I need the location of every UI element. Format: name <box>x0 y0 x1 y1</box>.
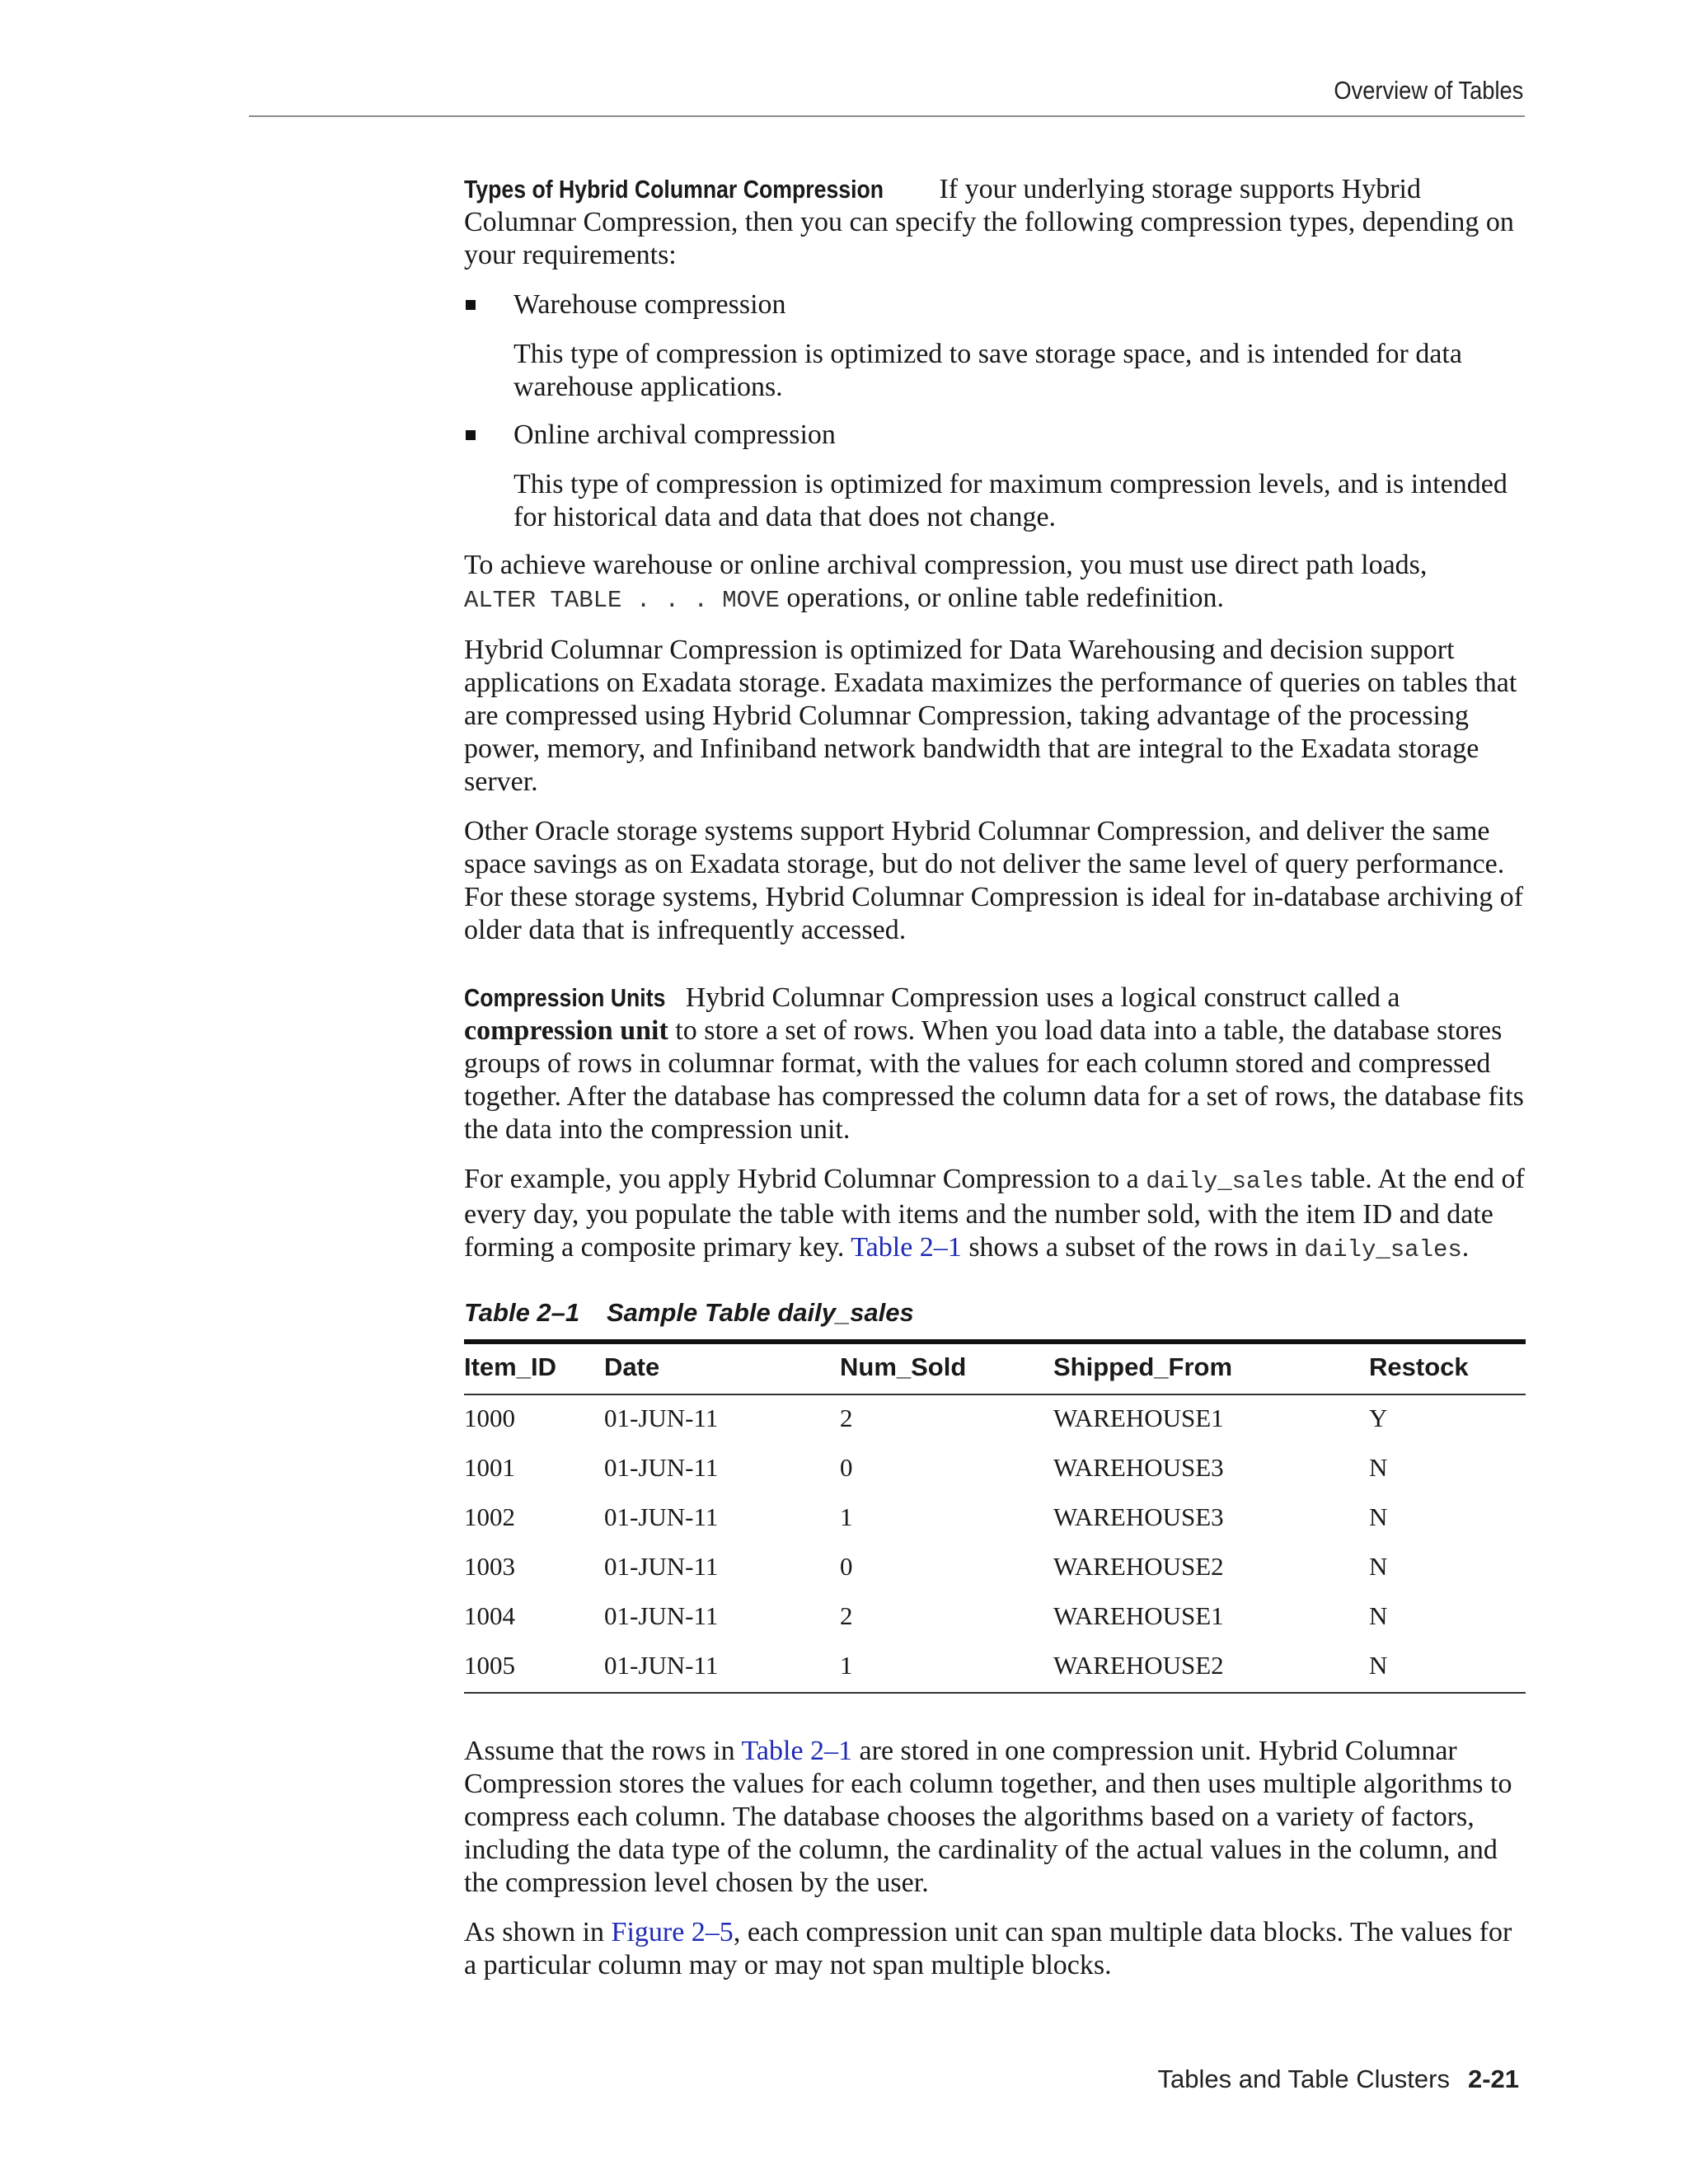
square-bullet-icon <box>466 300 476 310</box>
table-cell: WAREHOUSE1 <box>1053 1601 1224 1630</box>
column-header: Restock <box>1369 1342 1526 1394</box>
example-paragraph <box>464 1163 1527 1267</box>
table-cell: WAREHOUSE3 <box>1053 1453 1224 1482</box>
square-bullet-icon <box>466 430 476 440</box>
paragraph-text: Assume that the rows in <box>464 1736 742 1766</box>
page-content <box>464 173 1527 1999</box>
types-heading: Types of Hybrid Columnar Compression <box>464 175 884 204</box>
page-number: 2-21 <box>1467 2064 1519 2093</box>
table-cell: WAREHOUSE2 <box>1053 1552 1224 1581</box>
figure-reference-paragraph <box>464 1916 1527 1982</box>
table-row <box>464 1445 1526 1494</box>
paragraph-text: To achieve warehouse or online archival compression, you must use direct path loads, <box>464 550 1428 580</box>
table-row <box>464 1643 1526 1693</box>
table-cell: 1 <box>840 1651 853 1680</box>
footer-book-title: Tables and Table Clusters <box>1157 2064 1450 2093</box>
table-cell: 1002 <box>464 1502 515 1531</box>
paragraph-text: For example, you apply Hybrid Columnar Compression to a <box>464 1164 1146 1194</box>
column-header: Num_Sold <box>840 1342 1053 1394</box>
table-cell: 01-JUN-11 <box>604 1552 719 1581</box>
table-cell: 1003 <box>464 1552 515 1581</box>
table-cell: 01-JUN-11 <box>604 1651 719 1680</box>
column-header: Item_ID <box>464 1342 604 1394</box>
compression-types-list <box>464 288 1527 534</box>
daily-sales-table <box>464 1339 1526 1694</box>
compression-units-paragraph <box>464 982 1527 1146</box>
paragraph-text: . <box>1461 1232 1470 1263</box>
table-cell: Y <box>1369 1404 1388 1432</box>
bullet-label: Warehouse compression <box>513 289 786 320</box>
table-cell: N <box>1369 1453 1388 1482</box>
table-cell: 1005 <box>464 1651 515 1680</box>
header-title: Overview of Tables <box>1334 76 1523 105</box>
table-2-1-link[interactable]: Table 2–1 <box>741 1736 853 1766</box>
table-cell: 1000 <box>464 1404 515 1432</box>
table-2-1-link[interactable]: Table 2–1 <box>851 1232 962 1263</box>
table-cell: 01-JUN-11 <box>604 1453 719 1482</box>
table-cell: 0 <box>840 1552 853 1581</box>
table-caption-title: Sample Table daily_sales <box>607 1298 914 1327</box>
table-cell: 2 <box>840 1404 853 1432</box>
types-intro-paragraph <box>464 173 1527 272</box>
table-caption <box>464 1296 1527 1329</box>
page-footer <box>1158 2064 1519 2094</box>
table-cell: 01-JUN-11 <box>604 1601 719 1630</box>
table-row <box>464 1544 1526 1593</box>
other-storage-paragraph: Other Oracle storage systems support Hybrid Columnar Compression, and deliver the same space savings as on Exadata storage, but do not deliver the same level of query performance. For these storage systems, Hybrid Columnar Compression is ideal for in-database archiving of older data that is infrequently accessed. <box>464 816 1524 945</box>
column-header: Shipped_From <box>1053 1342 1369 1394</box>
paragraph-text: shows a subset of the rows in <box>961 1232 1305 1263</box>
daily-sales-code: daily_sales <box>1304 1236 1462 1263</box>
paragraph-text: to store a set of rows. When you load data into a table, the database stores groups of rows in columnar format, with the values for each column stored and compressed together. After the database has compressed the column data for a set of rows, the database fits the data into the compression unit. <box>464 1015 1524 1145</box>
running-header <box>249 73 1525 117</box>
paragraph-text: table. At the end of every day, you populate the table with items and the number sold, with the item ID and date forming a composite primary key. <box>464 1164 1525 1263</box>
table-cell: 01-JUN-11 <box>604 1404 719 1432</box>
table-cell: 1004 <box>464 1601 515 1630</box>
paragraph-text: Hybrid Columnar Compression uses a logical construct called a <box>685 982 1400 1013</box>
table-header-row <box>464 1342 1526 1394</box>
table-cell: 1 <box>840 1502 853 1531</box>
compression-units-heading: Compression Units <box>464 983 666 1012</box>
bullet-label: Online archival compression <box>513 419 836 450</box>
table-cell: N <box>1369 1552 1388 1581</box>
exadata-paragraph: Hybrid Columnar Compression is optimized for Data Warehousing and decision support applications on Exadata storage. Exadata maximizes the performance of queries on tables that are compressed using Hybrid Columnar Compression, taking advantage of the processing power, memory, and Infiniband network bandwidth that are integral to the Exadata storage server. <box>464 635 1517 797</box>
paragraph-text: As shown in <box>464 1917 612 1947</box>
daily-sales-code: daily_sales <box>1146 1168 1304 1195</box>
types-intro-text: If your underlying storage supports Hybrid Columnar Compression, then you can specify the following compression types, depending on your requirements: <box>464 174 1514 270</box>
figure-2-5-link[interactable]: Figure 2–5 <box>611 1917 734 1947</box>
table-cell: 2 <box>840 1601 853 1630</box>
assume-paragraph <box>464 1735 1527 1900</box>
paragraph-text: are stored in one compression unit. Hybrid Columnar Compression stores the values for each column together, and then uses multiple algorithms to compress each column. The database chooses the algorithms based on a variety of factors, including the data type of the column, the cardinality of the actual values in the column, and the compression level chosen by the user. <box>464 1736 1512 1898</box>
column-header: Date <box>604 1342 840 1394</box>
compression-unit-term: compression unit <box>464 1015 668 1046</box>
table-cell: N <box>1369 1502 1388 1531</box>
table-row <box>464 1394 1526 1445</box>
table-cell: WAREHOUSE3 <box>1053 1502 1224 1531</box>
paragraph-text: operations, or online table redefinition. <box>779 583 1224 613</box>
table-cell: 1001 <box>464 1453 515 1482</box>
table-row <box>464 1494 1526 1544</box>
table-cell: N <box>1369 1651 1388 1680</box>
bullet-description: This type of compression is optimized to save storage space, and is intended for data warehouse applications. <box>513 339 1462 402</box>
table-cell: 01-JUN-11 <box>604 1502 719 1531</box>
paragraph-text: , each compression unit can span multiple data blocks. The values for a particular column may or may not span multiple blocks. <box>464 1917 1512 1980</box>
table-caption-label: Table 2–1 <box>464 1298 580 1327</box>
table-cell: WAREHOUSE2 <box>1053 1651 1224 1680</box>
bullet-description: This type of compression is optimized for maximum compression levels, and is intended for historical data and data that does not change. <box>513 469 1507 532</box>
direct-path-paragraph <box>464 549 1527 617</box>
alter-table-code: ALTER TABLE . . . MOVE <box>464 587 780 614</box>
table-cell: N <box>1369 1601 1388 1630</box>
table-cell: 0 <box>840 1453 853 1482</box>
table-row <box>464 1593 1526 1643</box>
list-item <box>464 288 1527 404</box>
table-cell: WAREHOUSE1 <box>1053 1404 1224 1432</box>
list-item <box>464 419 1527 534</box>
